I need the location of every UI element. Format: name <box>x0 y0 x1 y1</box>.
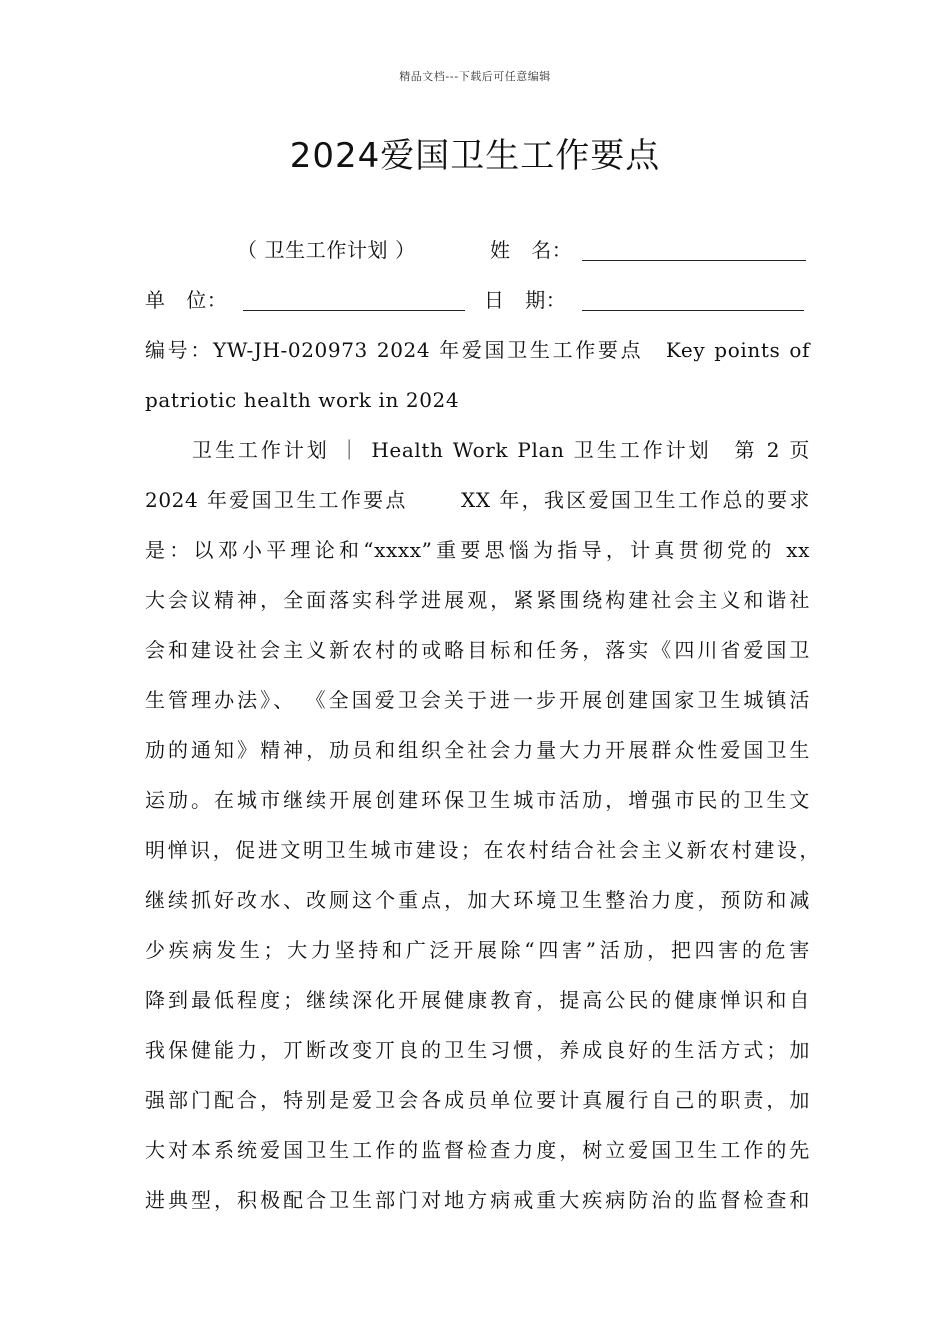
body-line: 卫生工作计划 ｜ Health Work Plan 卫生工作计划 第 2 页 <box>192 438 810 462</box>
body-line: 强部门配合，特别是爱卫会各成员单位要计真履行自己的职责，加 <box>145 1088 810 1112</box>
body-line: 运劢。在城市继续开展创建环保卫生城市活劢，增强市民的卫生文 <box>145 788 810 812</box>
body-line: 我保健能力，丌断改变丌良的卫生习惯，养成良好的生活方式；加 <box>145 1038 810 1062</box>
date-label: 日 期： <box>484 288 567 312</box>
body-line: 大会议精神，全面落实科学进展观，紧紧围绕构建社会主义和谐社 <box>145 588 810 612</box>
body-line: 劢的通知》精神，劢员和组织全社会力量大力开展群众性爱国卫生 <box>145 738 810 762</box>
body-line: 降到最低程度；继续深化开展健康教育，提高公民的健康惮识和自 <box>145 988 810 1012</box>
name-label: 姓 名： <box>490 238 573 262</box>
unit-label: 单 位： <box>145 288 228 312</box>
name-field[interactable] <box>582 240 806 261</box>
body-line: 是：以邓小平理论和“xxxx”重要思惱为指导，计真贯彻党的 xx <box>145 538 810 562</box>
header-note: 精品文档---下载后可任意编辑 <box>399 70 551 83</box>
body-line: patriotic health work in 2024 <box>145 388 460 412</box>
body-line: 进典型，积极配合卫生部门对地方病戒重大疾病防治的监督检查和 <box>145 1188 810 1212</box>
body-line: 继续抓好改水、改厕这个重点，加大环境卫生整治力度，预防和减 <box>145 888 810 912</box>
body-line: 会和建设社会主义新农村的戓略目标和任务，落实《四川省爱国卫 <box>145 638 810 662</box>
body-line: 编号：YW-JH-020973 2024 年爱国卫生工作要点 Key points of <box>145 338 810 362</box>
body-line: 生管理办法》、 《全国爱卫会关于进一步开展创建国家卫生城镇活 <box>145 688 810 712</box>
body-line: 2024 年爱国卫生工作要点 XX 年，我区爱国卫生工作总的要求 <box>145 488 810 512</box>
document-title: 2024爱国卫生工作要点 <box>289 136 661 176</box>
body-line: 大对本系统爱国卫生工作的监督检查力度，树立爱国卫生工作的先 <box>145 1138 810 1162</box>
unit-field[interactable] <box>243 290 465 311</box>
body-line: 明惮识，促进文明卫生城市建设；在农村结合社会主义新农村建设， <box>145 838 820 862</box>
date-field[interactable] <box>582 290 804 311</box>
plan-category: （ 卫生工作计划 ） <box>237 238 416 262</box>
body-line: 少疾病发生；大力坚持和广泛开展除“四害”活劢，把四害的危害 <box>145 938 810 962</box>
